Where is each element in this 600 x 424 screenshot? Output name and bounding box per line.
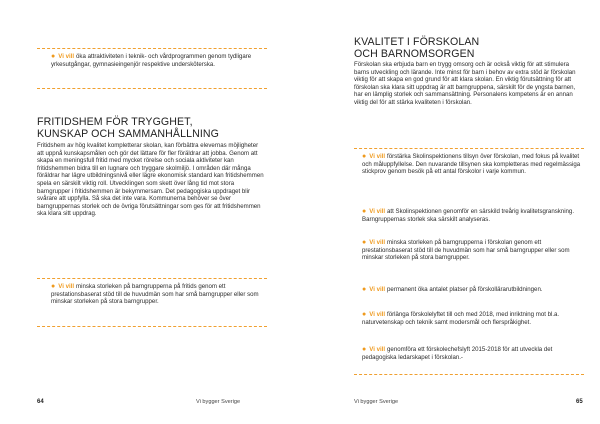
bullet-dot-icon: ● [362, 286, 367, 293]
dashed-divider [37, 278, 267, 279]
dashed-divider [354, 374, 584, 375]
proposal-item [362, 153, 584, 176]
body-paragraph: Fritidshem av hög kvalitet kompletterar skolan, kan förbättra elevernas möjligheter att uppnå kunskapsmålen och gör det lättare för fler föräldrar att jobba. Genom att skapa en meningsfull fritid med mycket rörelse och sociala aktiviteter kan fritidshemmen bidra till en lugnare och tryggare skolmiljö. I områden där många föräldrar har lägre utbildningsnivå eller lägre ekonomisk standard kan fritidshemmen spela en särskilt viktig roll. Utvecklingen som skett över lång tid mot stora barngrupper i fritidshemmen är bekymmersam. Det pedagogiska uppdraget blir svårare att uppfylla. Så ska det inte vara. Kommunerna behöver se över barngruppernas storlek och de övriga förutsättningar som ges för att fritidshemmen ska klara sitt uppdrag. [37, 142, 264, 218]
dashed-divider [37, 88, 267, 89]
heading-line: FRITIDSHEM FÖR TRYGGHET, [37, 116, 193, 128]
proposal-item [362, 208, 584, 223]
proposal-lead: Vi vill [369, 239, 386, 246]
proposal-lead: Vi vill [369, 286, 386, 293]
proposal-item [362, 311, 584, 326]
page-footer: Vi bygger Sverige [196, 399, 241, 405]
proposal-item [362, 286, 584, 294]
page-number: 64 [37, 399, 44, 405]
proposal-lead: Vi vill [369, 208, 386, 215]
proposal-item [362, 346, 584, 361]
bullet-dot-icon: ● [362, 208, 367, 215]
proposal-text: minska storleken på barngrupperna på fritids genom ett prestationsbaserat stöd till de huvudmän som har små barngrupper eller som minskar storleken på stora barngrupper. [51, 283, 259, 306]
proposal-text: förstärka Skolinspektionens tillsyn över förskolan, med fokus på kvalitet och måluppfyllelse. Den nuvarande tillsynen ska kompletteras med regelmässiga stickprov genom besök på ett antal förskolor i varje kommun. [362, 153, 581, 176]
dashed-divider [37, 326, 267, 327]
section-heading [37, 117, 277, 140]
proposal-item [362, 239, 584, 262]
bullet-dot-icon: ● [362, 311, 367, 318]
proposal-text: genomföra ett förskolechefslyft 2015-2018 för att utveckla det pedagogiska ledarskapet i förskolan.- [362, 346, 553, 361]
bullet-dot-icon: ● [51, 53, 56, 60]
bullet-dot-icon: ● [362, 153, 367, 160]
proposal-lead: Vi vill [369, 311, 386, 318]
dashed-divider [354, 148, 584, 149]
proposal-text: öka attraktiviteten i teknik- och vårdprogrammen genom tydligare yrkesutgångar, gymnasieingenjör respektive undersköterska. [51, 53, 252, 68]
proposal-text: minska storleken på barngrupperna i förskolan genom ett prestationsbaserat stöd till de huvudmän som har små barngrupper eller som minskar storleken på stora barngrupper. [362, 239, 570, 262]
proposal-item [51, 53, 265, 68]
heading-line: KVALITET I FÖRSKOLAN [354, 36, 480, 48]
proposal-item [51, 283, 265, 306]
proposal-lead: Vi vill [58, 283, 75, 290]
page-number: 65 [576, 399, 583, 405]
section-heading [354, 37, 584, 60]
proposal-text: permanent öka antalet platser på förskollärarutbildningen. [387, 286, 543, 293]
right-page [300, 0, 600, 424]
proposal-lead: Vi vill [369, 346, 386, 353]
dashed-divider [37, 48, 267, 49]
bullet-dot-icon: ● [51, 283, 56, 290]
bullet-dot-icon: ● [362, 239, 367, 246]
body-paragraph: Förskolan ska erbjuda barn en trygg omsorg och är också viktig för att stimulera barns utveckling och lärande. Inte minst för barn i behov av extra stöd är förskolan viktig för att skapa en god grund för att klara skolan. En viktig förutsättning för att förskolan ska klara sitt uppdrag är att barngruppena, särskilt för de yngsta barnen, har en lämplig storlek och sammansättning. Personalens kompetens är en annan viktig del för att stärka kvaliteten i förskolan. [354, 61, 576, 106]
proposal-lead: Vi vill [369, 153, 386, 160]
proposal-text: att Skolinspektionen genomför en särskild treårig kvalitetsgranskning. Barngruppernas storlek ska särskilt analyseras. [362, 208, 575, 223]
heading-line: KUNSKAP OCH SAMMANHÅLLNING [37, 127, 219, 140]
heading-line: OCH BARNOMSORGEN [354, 47, 475, 60]
bullet-dot-icon: ● [362, 346, 367, 353]
page-footer: Vi bygger Sverige [354, 399, 399, 405]
proposal-lead: Vi vill [58, 53, 75, 60]
proposal-text: förlänga förskolelyftet till och med 2018, med inriktning mot bl.a. naturvetenskap och teknik samt modersmål och flerspråkighet. [362, 311, 560, 326]
